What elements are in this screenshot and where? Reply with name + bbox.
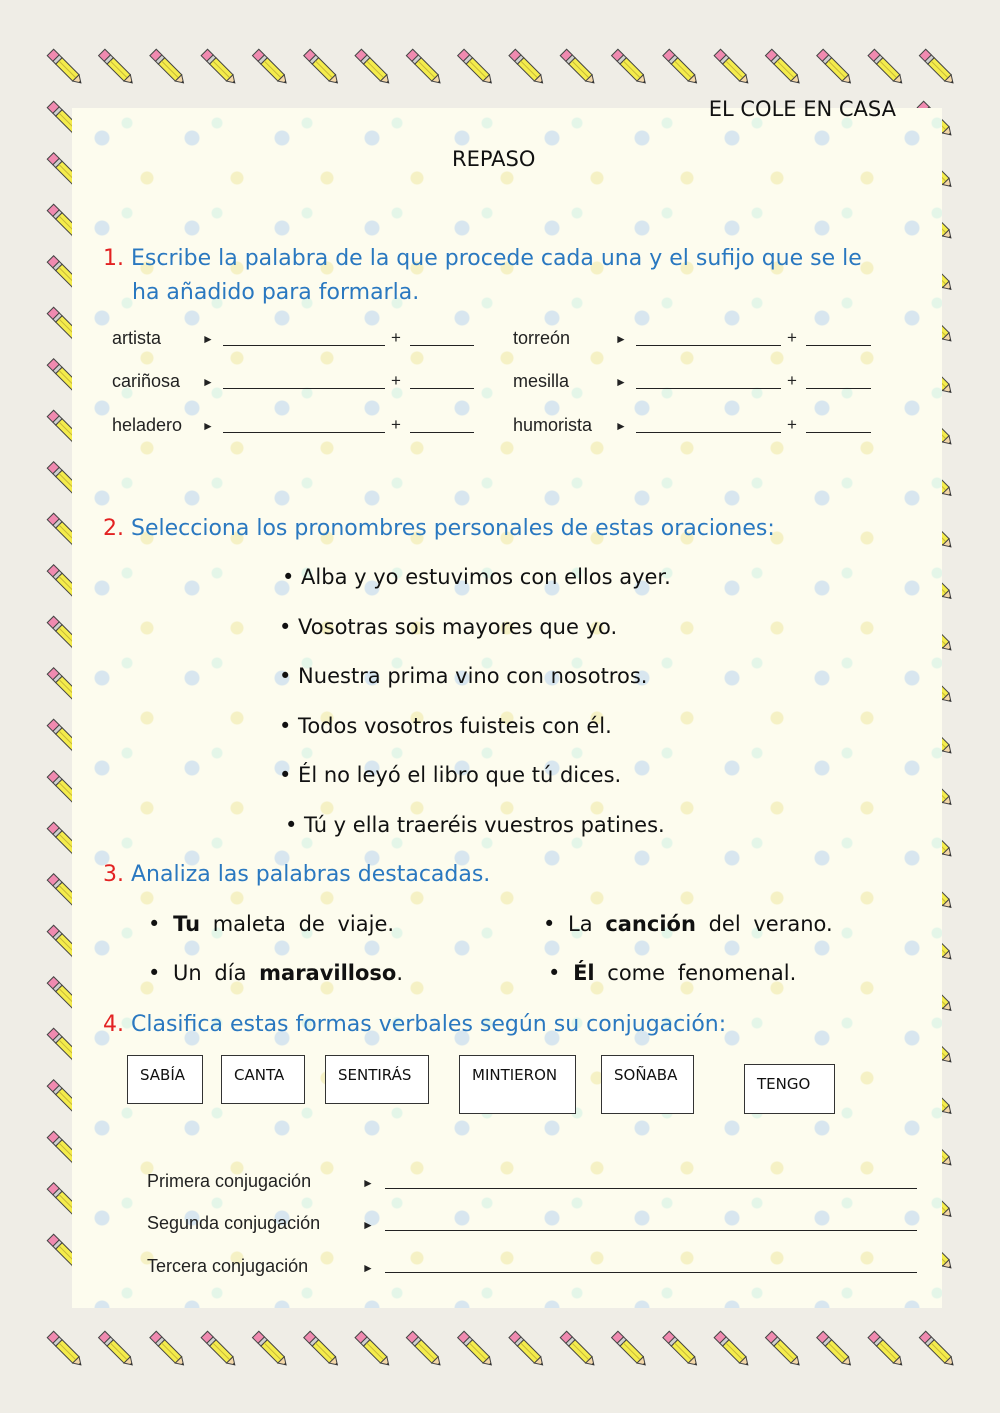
verb-card[interactable]: SABÍA	[127, 1055, 203, 1104]
pencil-icon	[919, 49, 956, 86]
pencil-icon	[150, 1331, 187, 1368]
page-title: REPASO	[452, 147, 536, 171]
pencil-icon	[612, 49, 649, 86]
q2-sentence[interactable]: • Nuestra prima vino con nosotros.	[279, 664, 648, 688]
pencil-icon	[47, 49, 84, 86]
conjugation-label: Tercera conjugación	[147, 1256, 309, 1276]
pencil-icon	[868, 49, 905, 86]
pencil-icon	[560, 49, 597, 86]
verb-card[interactable]: MINTIERON	[459, 1055, 576, 1114]
q2-sentence[interactable]: • Él no leyó el libro que tú dices.	[279, 763, 622, 787]
q3-item	[543, 912, 833, 936]
q3-item	[148, 912, 394, 936]
q3-item-post: .	[396, 961, 404, 985]
pencil-icon	[663, 49, 700, 86]
pencil-icon	[560, 1331, 597, 1368]
q3-item-post: come fenomenal.	[594, 961, 797, 985]
q1-word: torreón	[513, 328, 571, 348]
plus-sign: +	[391, 328, 401, 347]
q3-item-post: del verano.	[695, 912, 833, 936]
pencil-icon	[868, 1331, 905, 1368]
q1-word: mesilla	[513, 371, 570, 391]
plus-sign: +	[391, 415, 401, 434]
arrow-right-icon: ►	[615, 375, 627, 389]
pencil-icon	[919, 1331, 956, 1368]
pencil-icon	[817, 1331, 854, 1368]
plus-sign: +	[787, 415, 797, 434]
header-label: EL COLE EN CASA	[708, 97, 896, 121]
q2-number: 2.	[103, 516, 124, 541]
pencil-icon	[99, 1331, 136, 1368]
pencil-icon	[765, 1331, 802, 1368]
answer-line-word[interactable]	[223, 345, 385, 346]
answer-line-suffix[interactable]	[410, 432, 474, 433]
arrow-right-icon: ►	[362, 1218, 374, 1232]
pencil-icon	[714, 49, 751, 86]
q3-highlighted-word[interactable]: Él	[573, 961, 595, 985]
q2-instruction	[103, 516, 775, 541]
answer-line-suffix[interactable]	[806, 345, 871, 346]
q4-instruction	[103, 1012, 726, 1037]
q3-highlighted-word[interactable]: canción	[605, 912, 696, 936]
answer-line-word[interactable]	[223, 432, 385, 433]
answer-line-second[interactable]	[385, 1230, 917, 1231]
q4-number: 4.	[103, 1012, 124, 1037]
q1-instruction	[103, 246, 862, 271]
q4-text: Clasifica estas formas verbales según su conjugación:	[131, 1012, 727, 1037]
verb-card[interactable]: TENGO	[744, 1064, 835, 1114]
pencil-icon	[458, 49, 495, 86]
arrow-right-icon: ►	[202, 332, 214, 346]
arrow-right-icon: ►	[362, 1261, 374, 1275]
arrow-right-icon: ►	[615, 332, 627, 346]
q1-word: cariñosa	[112, 371, 181, 391]
pencil-icon	[714, 1331, 751, 1368]
q3-item-pre: •	[148, 912, 174, 936]
plus-sign: +	[787, 371, 797, 390]
answer-line-word[interactable]	[636, 432, 781, 433]
plus-sign: +	[391, 371, 401, 390]
q1-word: humorista	[513, 415, 593, 435]
q3-item	[148, 961, 403, 985]
q3-highlighted-word[interactable]: maravilloso	[259, 961, 397, 985]
q2-sentence[interactable]: • Todos vosotros fuisteis con él.	[279, 714, 612, 738]
verb-card[interactable]: SOÑABA	[601, 1055, 694, 1114]
q2-sentence[interactable]: • Tú y ella traeréis vuestros patines.	[285, 813, 665, 837]
answer-line-first[interactable]	[385, 1188, 917, 1189]
q3-instruction	[103, 862, 490, 887]
q3-item-pre: • La	[543, 912, 606, 936]
pencil-icon	[817, 49, 854, 86]
answer-line-suffix[interactable]	[806, 432, 871, 433]
q3-highlighted-word[interactable]: Tu	[173, 912, 201, 936]
arrow-right-icon: ►	[615, 419, 627, 433]
q3-number: 3.	[103, 862, 124, 887]
q1-text: Escribe la palabra de la que procede cada una y el sufijo que se le	[131, 246, 862, 271]
pencil-icon	[150, 49, 187, 86]
pencil-icon	[406, 49, 443, 86]
q2-sentence[interactable]: • Vosotras sois mayores que yo.	[279, 615, 618, 639]
answer-line-third[interactable]	[385, 1272, 917, 1273]
pencil-icon	[458, 1331, 495, 1368]
arrow-right-icon: ►	[202, 419, 214, 433]
q1-word: artista	[112, 328, 162, 348]
q3-text: Analiza las palabras destacadas.	[131, 862, 491, 887]
pencil-icon	[663, 1331, 700, 1368]
conjugation-label: Segunda conjugación	[147, 1213, 321, 1233]
q3-item-pre: • Un día	[148, 961, 260, 985]
pencil-icon	[355, 1331, 392, 1368]
q1-number: 1.	[103, 246, 124, 271]
pencil-icon	[509, 1331, 546, 1368]
pencil-icon	[201, 1331, 238, 1368]
pencil-icon	[355, 49, 392, 86]
pencil-icon	[509, 49, 546, 86]
pencil-icon	[304, 1331, 341, 1368]
answer-line-word[interactable]	[636, 388, 781, 389]
q2-text: Selecciona los pronombres personales de estas oraciones:	[131, 516, 775, 541]
plus-sign: +	[787, 328, 797, 347]
pencil-icon	[201, 49, 238, 86]
verb-card[interactable]: SENTIRÁS	[325, 1055, 429, 1104]
q3-item-post: maleta de viaje.	[200, 912, 395, 936]
q1-word: heladero	[112, 415, 183, 435]
q1-text-continued: ha añadido para formarla.	[132, 280, 420, 305]
pencil-icon	[406, 1331, 443, 1368]
answer-line-word[interactable]	[223, 388, 385, 389]
pencil-icon	[47, 1331, 84, 1368]
q3-item	[548, 961, 796, 985]
answer-line-suffix[interactable]	[410, 345, 474, 346]
conjugation-label: Primera conjugación	[147, 1171, 312, 1191]
answer-line-suffix[interactable]	[806, 388, 871, 389]
answer-line-suffix[interactable]	[410, 388, 474, 389]
pencil-icon	[252, 49, 289, 86]
arrow-right-icon: ►	[362, 1176, 374, 1190]
pencil-icon	[99, 49, 136, 86]
arrow-right-icon: ►	[202, 375, 214, 389]
verb-card[interactable]: CANTA	[221, 1055, 305, 1104]
pencil-icon	[765, 49, 802, 86]
pencil-icon	[304, 49, 341, 86]
pencil-icon	[252, 1331, 289, 1368]
q3-item-pre: •	[548, 961, 574, 985]
pencil-icon	[612, 1331, 649, 1368]
q2-sentence[interactable]: • Alba y yo estuvimos con ellos ayer.	[282, 565, 671, 589]
answer-line-word[interactable]	[636, 345, 781, 346]
